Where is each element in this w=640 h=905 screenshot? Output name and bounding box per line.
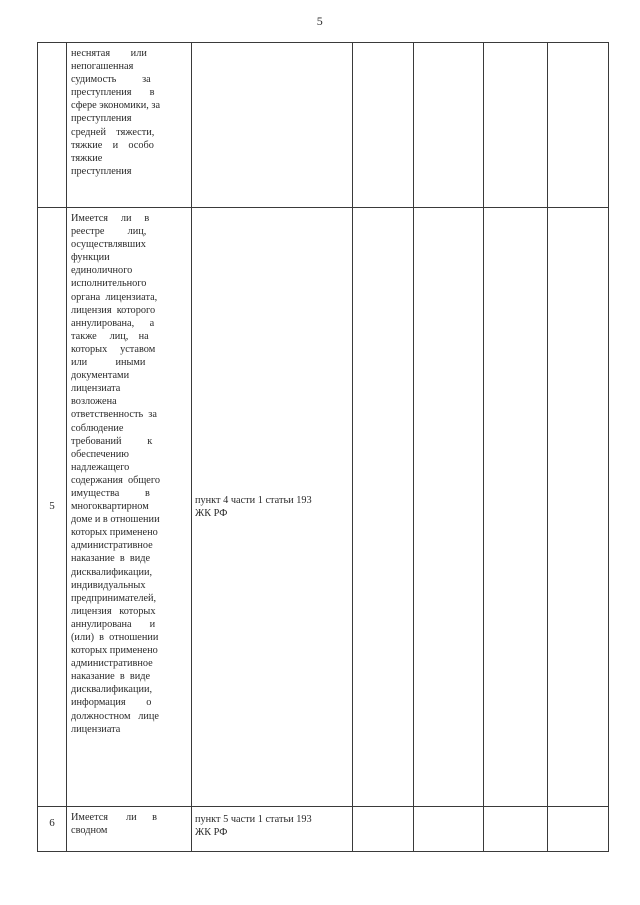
reference-cell <box>192 807 353 852</box>
checklist-table <box>37 42 609 852</box>
question-cell <box>67 208 192 807</box>
question-text: Имеется ли в сводном <box>71 812 158 837</box>
answer-cell-note[interactable] <box>548 43 609 208</box>
answer-cell-yes[interactable] <box>353 807 414 852</box>
answer-cell-yes[interactable] <box>353 43 414 208</box>
table-row <box>38 208 609 807</box>
page-number: 5 <box>316 14 324 28</box>
row-number-cell <box>38 43 67 208</box>
answer-cell-note[interactable] <box>548 807 609 852</box>
answer-cell-no[interactable] <box>414 807 484 852</box>
question-text: Имеется ли в реестре лиц, осуществлявших функции единоличного исполнительного органа лицензиата, лицензия которого аннулирована, а также лиц, на которых уставом или иными документами лицензиата возложена ответственность за соблюдение требований к обеспечению надлежащего содержания общего имущества в многоквартирном доме и в отношении которых применено административное наказание в виде дисквалификации, индивидуальных предпринимателей, лицензия которых аннулирована и (или) в отношении которых применено административное наказание в виде дисквалификации, информация о должностном лице лицензиата <box>71 213 160 735</box>
answer-cell-yes[interactable] <box>353 208 414 807</box>
table-row <box>38 807 609 852</box>
answer-cell-no[interactable] <box>414 43 484 208</box>
question-cell <box>67 807 192 852</box>
reference-text: пункт 4 части 1 статьи 193 ЖК РФ <box>195 494 312 519</box>
question-cell <box>67 43 192 208</box>
answer-cell-na[interactable] <box>484 807 548 852</box>
reference-cell <box>192 208 353 807</box>
question-text: неснятая или непогашенная судимость за преступления в сфере экономики, за преступления средней тяжести, тяжкие и особо тяжкие преступления <box>71 48 161 177</box>
reference-text: пункт 5 части 1 статьи 193 ЖК РФ <box>195 814 312 839</box>
reference-cell <box>192 43 353 208</box>
row-number-cell: 6 <box>38 807 67 852</box>
answer-cell-na[interactable] <box>484 43 548 208</box>
answer-cell-na[interactable] <box>484 208 548 807</box>
answer-cell-no[interactable] <box>414 208 484 807</box>
row-number-cell: 5 <box>38 208 67 807</box>
table-row <box>38 43 609 208</box>
answer-cell-note[interactable] <box>548 208 609 807</box>
